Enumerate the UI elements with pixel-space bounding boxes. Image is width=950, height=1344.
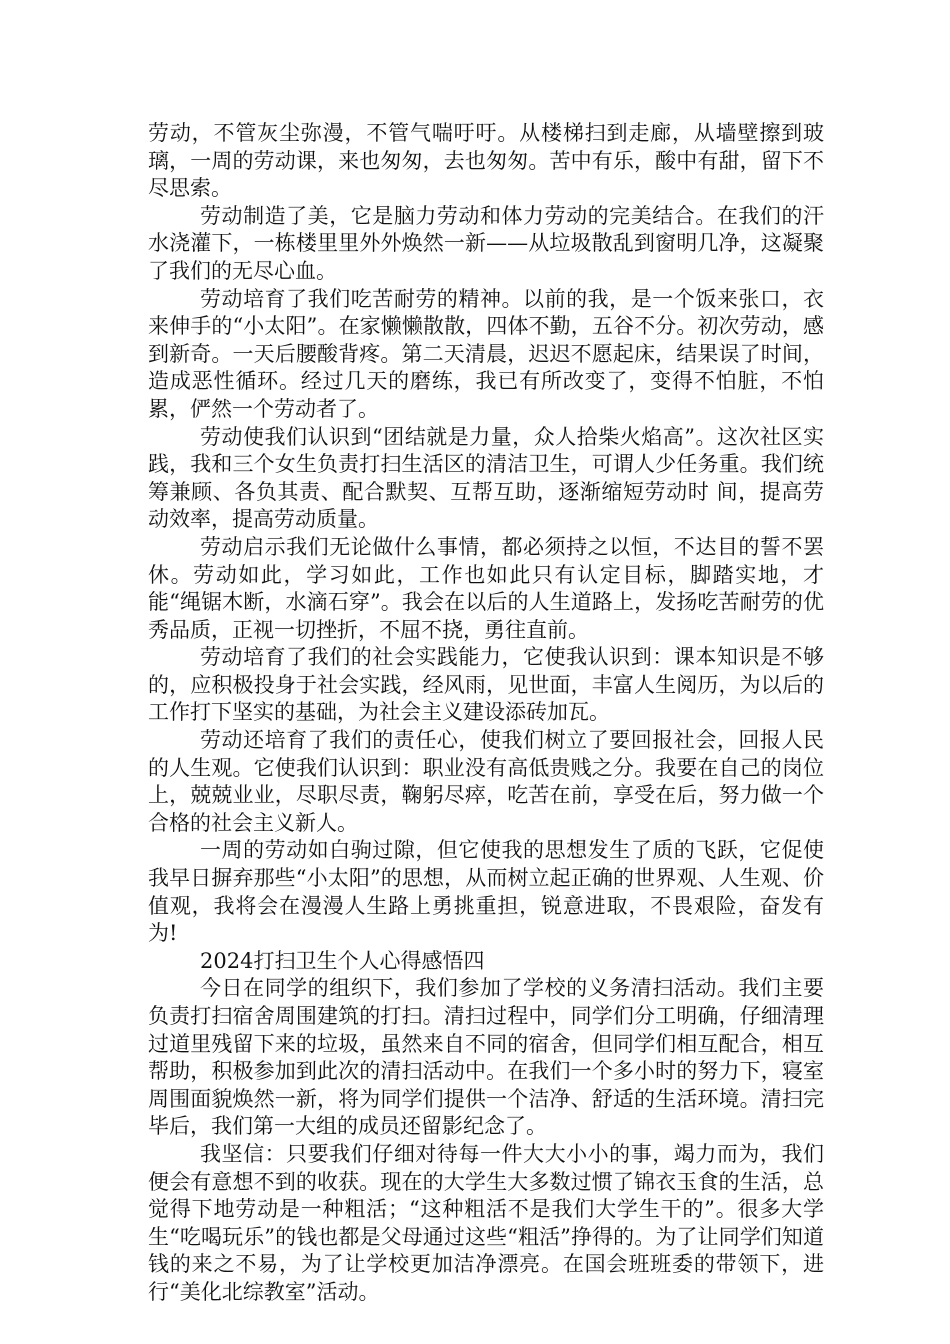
- paragraph: 今日在同学的组织下，我们参加了学校的义务清扫活动。我们主要负责打扫宿舍周围建筑的打扫。清扫过程中，同学们分工明确，仔细清理过道里残留下来的垃圾，虽然来自不同的宿舍，但同学们相互配合，相互帮助，积极参加到此次的清扫活动中。在我们一个多小时的努力下，寝室周围面貌焕然一新，将为同学们提供一个洁净、舒适的生活环境。清扫完毕后，我们第一大组的成员还留影纪念了。: [148, 976, 824, 1139]
- section-heading: 2024打扫卫生个人心得感悟四: [200, 948, 485, 973]
- paragraph: 劳动还培育了我们的责任心，使我们树立了要回报社会，回报人民的人生观。它使我们认识到：职业没有高低贵贱之分。我要在自己的岗位上，兢兢业业，尽职尽责，鞠躬尽瘁，吃苦在前，享受在后，努力做一个合格的社会主义新人。: [148, 728, 824, 835]
- paragraph: 劳动启示我们无论做什么事情，都必须持之以恒，不达目的誓不罢休。劳动如此，学习如此，工作也如此只有认定目标，脚踏实地，才能“绳锯木断，水滴石穿”。我会在以后的人生道路上，发扬吃苦耐劳的优秀品质，正视一切挫折，不屈不挠，勇往直前。: [148, 534, 824, 642]
- document-body: [148, 120, 824, 1307]
- paragraph: 我坚信：只要我们仔细对待每一件大大小小的事，竭力而为，我们便会有意想不到的收获。现在的大学生大多数过惯了锦衣玉食的生活，总觉得下地劳动是一种粗活；“这种粗活不是我们大学生干的”。很多大学生“吃喝玩乐”的钱也都是父母通过这些“粗活”挣得的。为了让同学们知道钱的来之不易，为了让学校更加洁净漂亮。在国会班班委的带领下，进行“美化北综教室”活动。: [148, 1141, 824, 1304]
- paragraph: 劳动，不管灰尘弥漫，不管气喘吁吁。从楼梯扫到走廊，从墙壁擦到玻璃，一周的劳动课，来也匆匆，去也匆匆。苦中有乐，酸中有甜，留下不尽思索。: [148, 121, 824, 201]
- paragraph: 劳动使我们认识到“团结就是力量，众人拾柴火焰高”。这次社区实践，我和三个女生负责打扫生活区的清洁卫生，可谓人少任务重。我们统筹兼顾、各负其责、配合默契、互帮互助，逐渐缩短劳动时 间，提高劳动效率，提高劳动质量。: [148, 424, 824, 532]
- paragraph: 劳动培育了我们的社会实践能力，它使我认识到：课本知识是不够的，应积极投身于社会实践，经风雨，见世面，丰富人生阅历，为以后的工作打下坚实的基础，为社会主义建设添砖加瓦。: [148, 645, 824, 725]
- paragraph: 劳动制造了美，它是脑力劳动和体力劳动的完美结合。在我们的汗水浇灌下，一栋楼里里外外焕然一新——从垃圾散乱到窗明几净，这凝聚了我们的无尽心血。: [148, 203, 824, 283]
- paragraph: 劳动培育了我们吃苦耐劳的精神。以前的我，是一个饭来张口，衣来伸手的“小太阳”。在家懒懒散散，四体不勤，五谷不分。初次劳动，感到新奇。一天后腰酸背疼。第二天清晨，迟迟不愿起床，结果误了时间，造成恶性循环。经过几天的磨练，我已有所改变了，变得不怕脏，不怕累，俨然一个劳动者了。: [148, 286, 824, 421]
- paragraph: 一周的劳动如白驹过隙，但它使我的思想发生了质的飞跃，它促使我早日摒弃那些“小太阳”的思想，从而树立起正确的世界观、人生观、价值观，我将会在漫漫人生路上勇挑重担，锐意进取，不畏艰险，奋发有为!: [148, 838, 824, 946]
